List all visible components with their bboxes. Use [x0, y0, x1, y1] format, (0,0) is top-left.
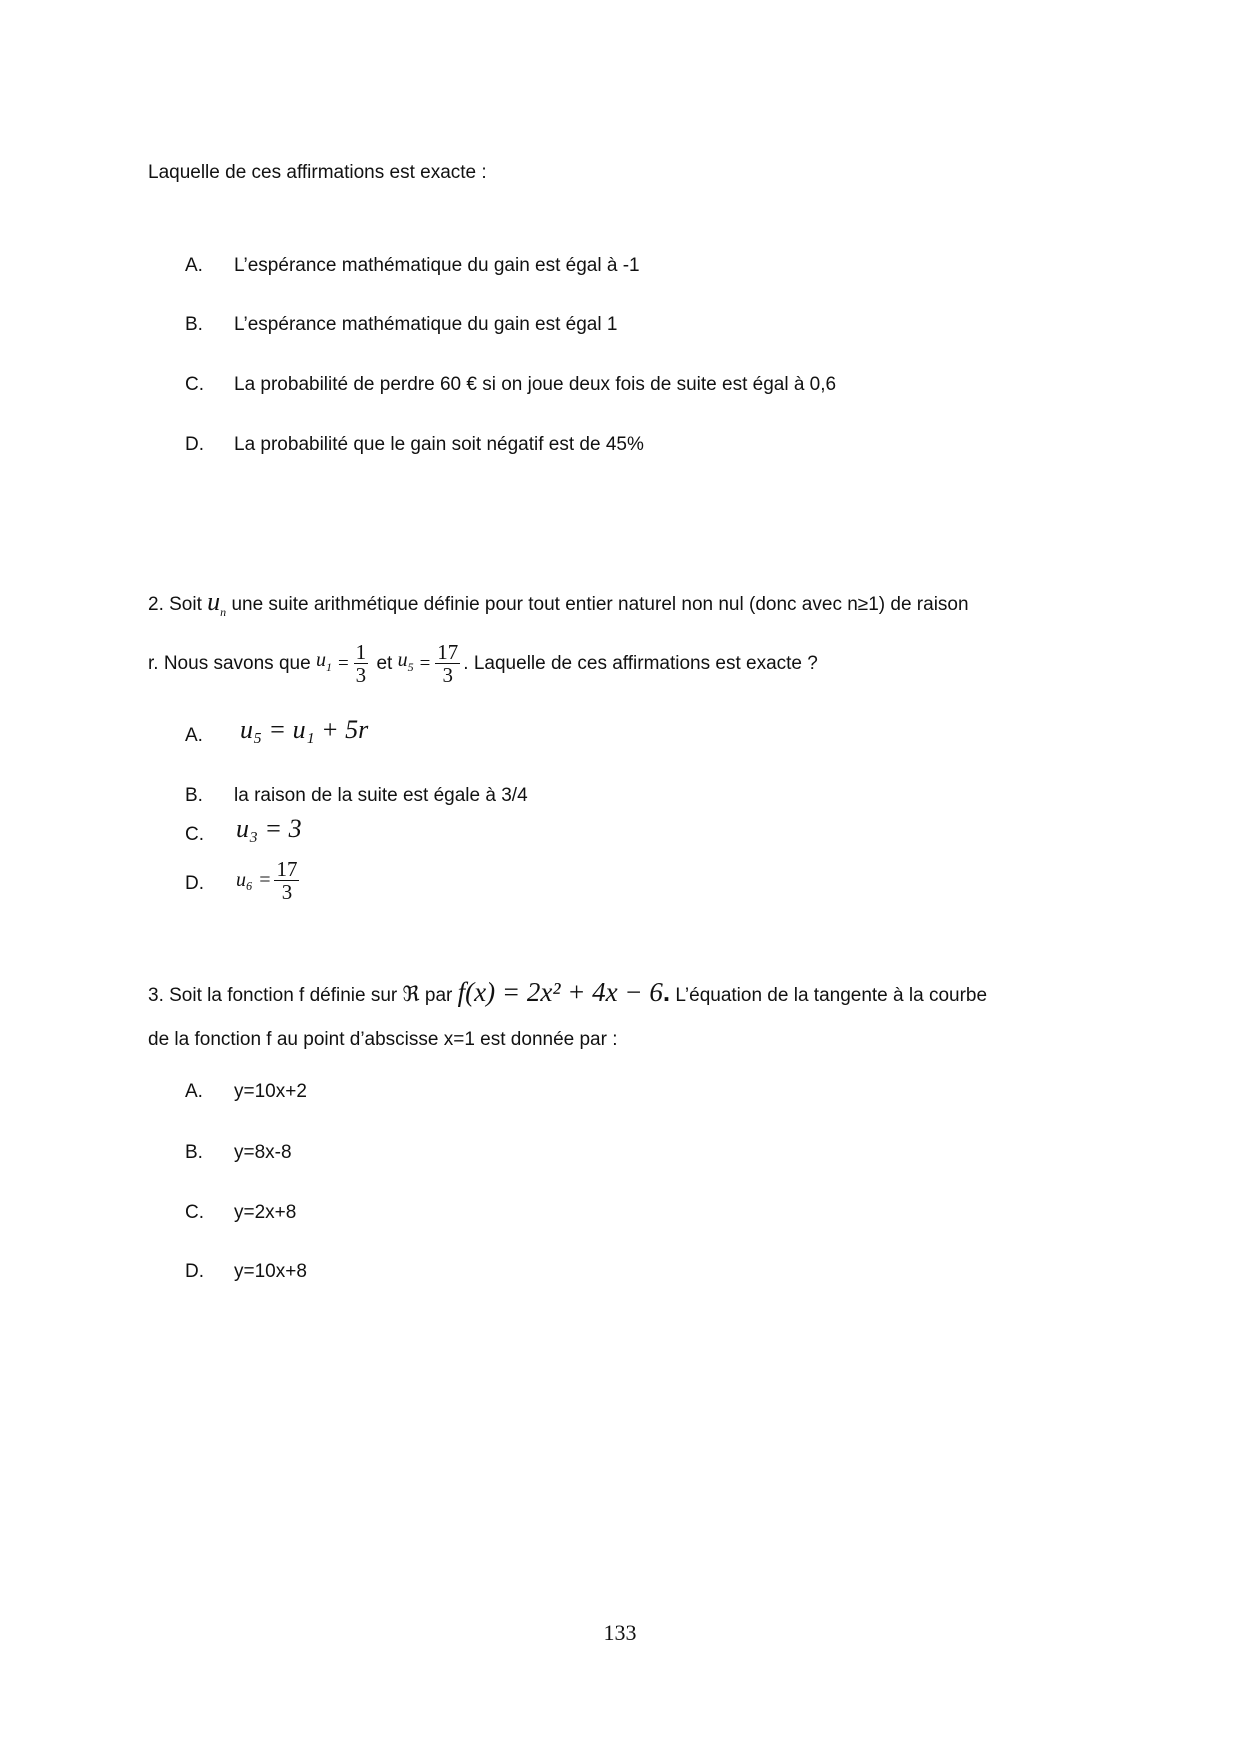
option-letter: B. — [185, 1142, 203, 1163]
real-numbers-symbol: ℜ — [402, 982, 420, 1006]
denominator: 3 — [281, 880, 293, 904]
page-number: 133 — [603, 1620, 637, 1645]
q3-line-1 — [148, 977, 988, 1008]
option-letter: A. — [185, 1081, 203, 1102]
word-et: et — [376, 652, 393, 674]
period: . — [662, 977, 671, 1007]
math-un — [207, 587, 227, 620]
q2-line2-end: . Laquelle de ces affirmations est exacte ? — [463, 652, 818, 674]
math-lhs: u₆ = — [236, 869, 272, 891]
option-text: L’espérance mathématique du gain est égal 1 — [234, 314, 618, 335]
q1-prompt: Laquelle de ces affirmations est exacte : — [148, 162, 487, 183]
math-sub: 1 — [325, 660, 332, 674]
math-u5 — [398, 648, 414, 679]
q3-intro: 3. Soit la fonction f définie sur — [148, 985, 398, 1006]
option-letter: D. — [185, 434, 204, 455]
option-letter: A. — [185, 255, 203, 276]
fraction-seventeen-thirds — [435, 641, 460, 686]
option-text: La probabilité de perdre 60 € si on joue deux fois de suite est égal à 0,6 — [234, 374, 837, 395]
option-text: y=2x+8 — [234, 1202, 297, 1223]
numerator: 17 — [276, 857, 298, 881]
denominator: 3 — [355, 663, 367, 687]
math-sub: 5 — [407, 660, 414, 674]
option-text: y=10x+2 — [234, 1081, 307, 1102]
math-var: u — [207, 587, 221, 616]
option-letter: B. — [185, 785, 203, 806]
fraction-one-third — [354, 641, 369, 686]
option-text: la raison de la suite est égale à 3/4 — [234, 785, 528, 806]
fraction — [274, 858, 299, 903]
math-var: u — [397, 649, 408, 671]
option-letter: B. — [185, 314, 203, 335]
math-eq: = — [419, 652, 431, 674]
option-text: y=8x-8 — [234, 1142, 292, 1163]
q2-line2-start: r. Nous savons que — [148, 652, 311, 674]
option-letter: C. — [185, 374, 204, 395]
option-letter: A. — [185, 725, 203, 746]
q3-line-2: de la fonction f au point d’abscisse x=1 est donnée par : — [148, 1029, 618, 1050]
option-math: u₃ = 3 — [236, 814, 302, 843]
q2-line-2 — [148, 641, 818, 686]
numerator: 1 — [355, 640, 367, 664]
math-eq: = — [337, 652, 349, 674]
q3-line1-end: L’équation de la tangente à la courbe — [675, 985, 988, 1006]
option-letter: C. — [185, 824, 204, 845]
option-letter: D. — [185, 873, 204, 894]
option-text: La probabilité que le gain soit négatif est de 45% — [234, 434, 644, 455]
math-sub: n — [220, 605, 227, 620]
option-math — [236, 858, 302, 903]
function-formula: f(x) = 2x² + 4x − 6 — [457, 977, 663, 1007]
option-math: u₅ = u₁ + 5r — [240, 715, 369, 744]
option-text: L’espérance mathématique du gain est égal à -1 — [234, 255, 640, 276]
math-u1 — [316, 648, 332, 679]
math-var: u — [315, 649, 326, 671]
denominator: 3 — [442, 663, 454, 687]
q2-line1-text: une suite arithmétique définie pour tout entier naturel non nul (donc avec n≥1) de raison — [231, 594, 969, 615]
word-par: par — [424, 985, 453, 1006]
q2-intro: 2. Soit — [148, 594, 202, 615]
option-letter: C. — [185, 1202, 204, 1223]
numerator: 17 — [437, 640, 459, 664]
q2-line-1 — [148, 587, 969, 624]
option-letter: D. — [185, 1261, 204, 1282]
option-text: y=10x+8 — [234, 1261, 307, 1282]
